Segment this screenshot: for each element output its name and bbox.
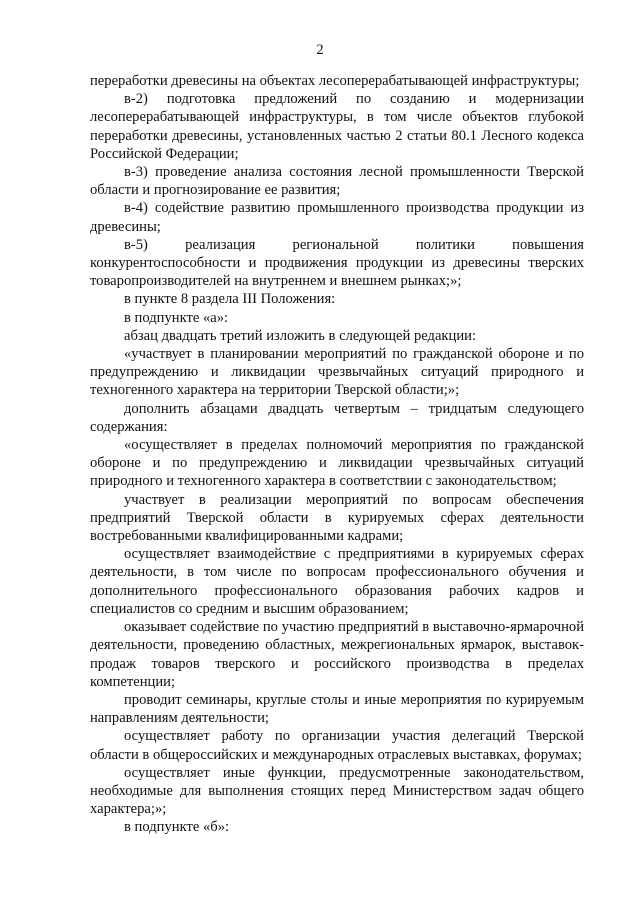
paragraph-7: в подпункте «а»: <box>124 309 229 326</box>
paragraph-10: дополнить абзацами двадцать четвертым – тридцатым следующего содержания: <box>90 400 584 435</box>
paragraph-18: в подпункте «б»: <box>124 819 230 836</box>
page-number: 2 <box>316 42 324 58</box>
paragraph-4: в-4) содействие развитию промышленного производства продукции из древесины; <box>90 200 584 235</box>
paragraph-13: осуществляет взаимодействие с предприятиями в курируемых сферах деятельности, в том числе по вопросам профессионального обучения и дополнительного профессионального образования рабочих кадров и специалистов со средним и высшим образованием; <box>90 546 584 617</box>
paragraph-3: в-3) проведение анализа состояния лесной промышленности Тверской области и прогнозирование ее развития; <box>90 164 584 199</box>
paragraph-9: «участвует в планировании мероприятий по гражданской обороне и по предупреждению и ликвидации чрезвычайных ситуаций природного и техногенного характера на территории Тверской области;»; <box>90 346 584 399</box>
paragraph-12: участвует в реализации мероприятий по вопросам обеспечения предприятий Тверской области в курируемых сферах деятельности востребованными квалифицированными кадрами; <box>90 491 584 545</box>
paragraph-11: «осуществляет в пределах полномочий мероприятия по гражданской обороне и по предупреждению и ликвидации чрезвычайных ситуаций природного и техногенного характера в соответствии с законодательством; <box>90 437 584 490</box>
document-body <box>90 72 584 837</box>
paragraph-2: в-2) подготовка предложений по созданию и модернизации лесоперерабатывающей инфраструктуры, в том числе объектов глубокой переработки древесины, установленных частью 2 статьи 80.1 Лесного кодекса Российской Федерации; <box>90 91 584 162</box>
paragraph-8: абзац двадцать третий изложить в следующей редакции: <box>124 327 477 344</box>
paragraph-17: осуществляет иные функции, предусмотренные законодательством, необходимые для выполнения стоящих перед Министерством задач общего характера;»; <box>90 764 584 818</box>
paragraph-15: проводит семинары, круглые столы и иные мероприятия по курируемым направлениям деятельности; <box>90 691 584 727</box>
paragraph-6: в пункте 8 раздела III Положения: <box>124 291 336 308</box>
paragraph-14: оказывает содействие по участию предприятий в выставочно-ярмарочной деятельности, проведению областных, межрегиональных ярмарок, выставок-продаж товаров тверского и российского производства в пределах компетенции; <box>90 619 584 690</box>
paragraph-16: осуществляет работу по организации участия делегаций Тверской области в общероссийских и международных отраслевых выставках, форумах; <box>90 728 584 763</box>
paragraph-1: переработки древесины на объектах лесоперерабатывающей инфраструктуры; <box>90 73 580 89</box>
paragraph-5: в-5) реализация региональной политики повышения конкурентоспособности и продвижения продукции из древесины тверских товаропроизводителей на внутреннем и внешнем рынках;»; <box>90 236 584 290</box>
